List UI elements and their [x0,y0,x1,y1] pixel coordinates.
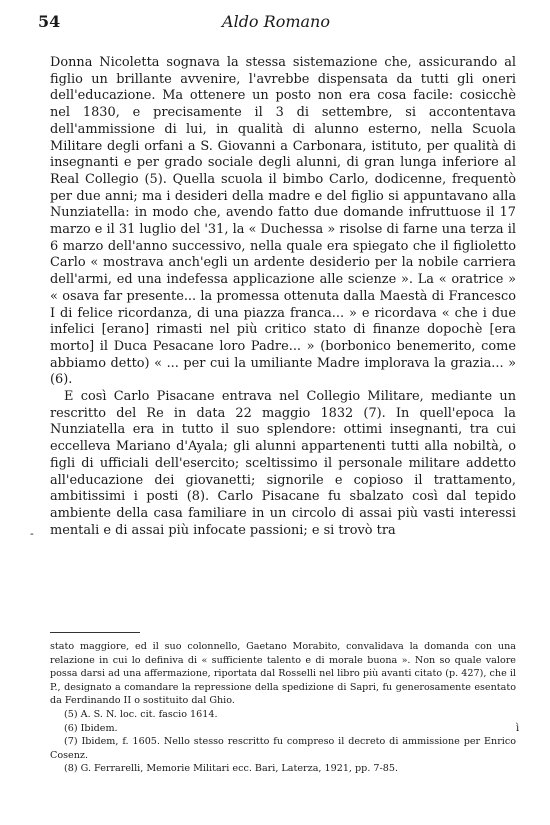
footnote-7: (7) Ibidem, f. 1605. Nello stesso rescritto fu compreso il decreto di ammissione per Enrico Cosenz. [50,736,516,761]
margin-dash-mark: - [30,527,34,540]
paragraph-2: E così Carlo Pisacane entrava nel Collegio Militare, mediante un rescritto del Re in data 22 maggio 1832 (7). In quell'epoca la Nunziatella era in tutto il suo splendore: ottimi insegnanti, tra cui eccelleva Mariano d'Ayala; gli alunni appartenenti tutti alla nobiltà, o figli di ufficiali dell'esercito; sceltissimo il personale militare addetto all'educazione dei giovanetti; signorile e copioso il trattamento, ambitissimi i posti (8). Carlo Pisacane fu sbalzato così dal tepido ambiente della casa familiare in un circolo di assai più vasti interessi mentali e di assai più infocate passioni; e si trovò tra [50,389,516,538]
footnote-rule [50,632,140,633]
page-header [38,12,514,34]
footnote-8: (8) G. Ferrarelli, Memorie Militari ecc. Bari, Laterza, 1921, pp. 7-85. [64,763,399,775]
paragraph-1: Donna Nicoletta sognava la stessa sistemazione che, assicurando al figlio un brillante avvenire, l'avrebbe dispensata da tutti gli oneri dell'educazione. Ma ottenere un posto non era cosa facile: cosicchè nel 1830, e precisamente il 3 di settembre, si accontentava dell'ammissione di lui, in qualità di alunno esterno, nella Scuola Militare degli orfani a S. Giovanni a Carbonara, istituto, per qualità di insegnanti e per grado sociale degli alunni, di gran lunga inferiore al Real Collegio (5). Quella scuola il bimbo Carlo, dodicenne, frequentò per due anni; ma i desideri della madre e del figlio si appuntavano alla Nunziatella: in modo che, avendo fatto due domande infruttuose il 17 marzo e il 31 luglio del '31, la « Duchessa » risolse di farne una terza il 6 marzo dell'anno successivo, nella quale era spiegato che il figlioletto Carlo « mostrava anch'egli un ardente desiderio per la nobile carriera dell'armi, ed una indefessa applicazione alle scienze ». La « oratrice » « osava far presente... la promessa ottenuta dalla Maestà di Francesco I di felice ricordanza, di una piazza franca... » e ricordava « che i due infelici [erano] rimasti nel più critico stato di finanze dopochè [era morto] il Duca Pesacane loro Padre... » (borbonico benemerito, come abbiamo detto) « ... per cui la umiliante Madre implorava la grazia... » (6). [50,55,516,388]
running-title: Aldo Romano [222,12,330,31]
side-mark: ì [516,723,520,734]
main-text [50,55,516,539]
page-number: 54 [38,12,61,31]
footnote-6: (6) Ibidem. [64,722,118,734]
footnote-5: (5) A. S. N. loc. cit. fascio 1614. [64,708,218,720]
footnote-continued: stato maggiore, ed il suo colonnello, Gaetano Morabito, convalidava la domanda con una relazione in cui lo definiva di « sufficiente talento e di morale buona ». Non so quale valore possa darsi ad una affermazione, riportata dal Rosselli nel libro più avanti citato (p. 427), che il P., designato a comandare la repressione della spedizione di Sapri, fu generosamente esentato da Ferdinando II o sostituito dal Ghio. [50,641,516,707]
footnotes [50,640,516,776]
